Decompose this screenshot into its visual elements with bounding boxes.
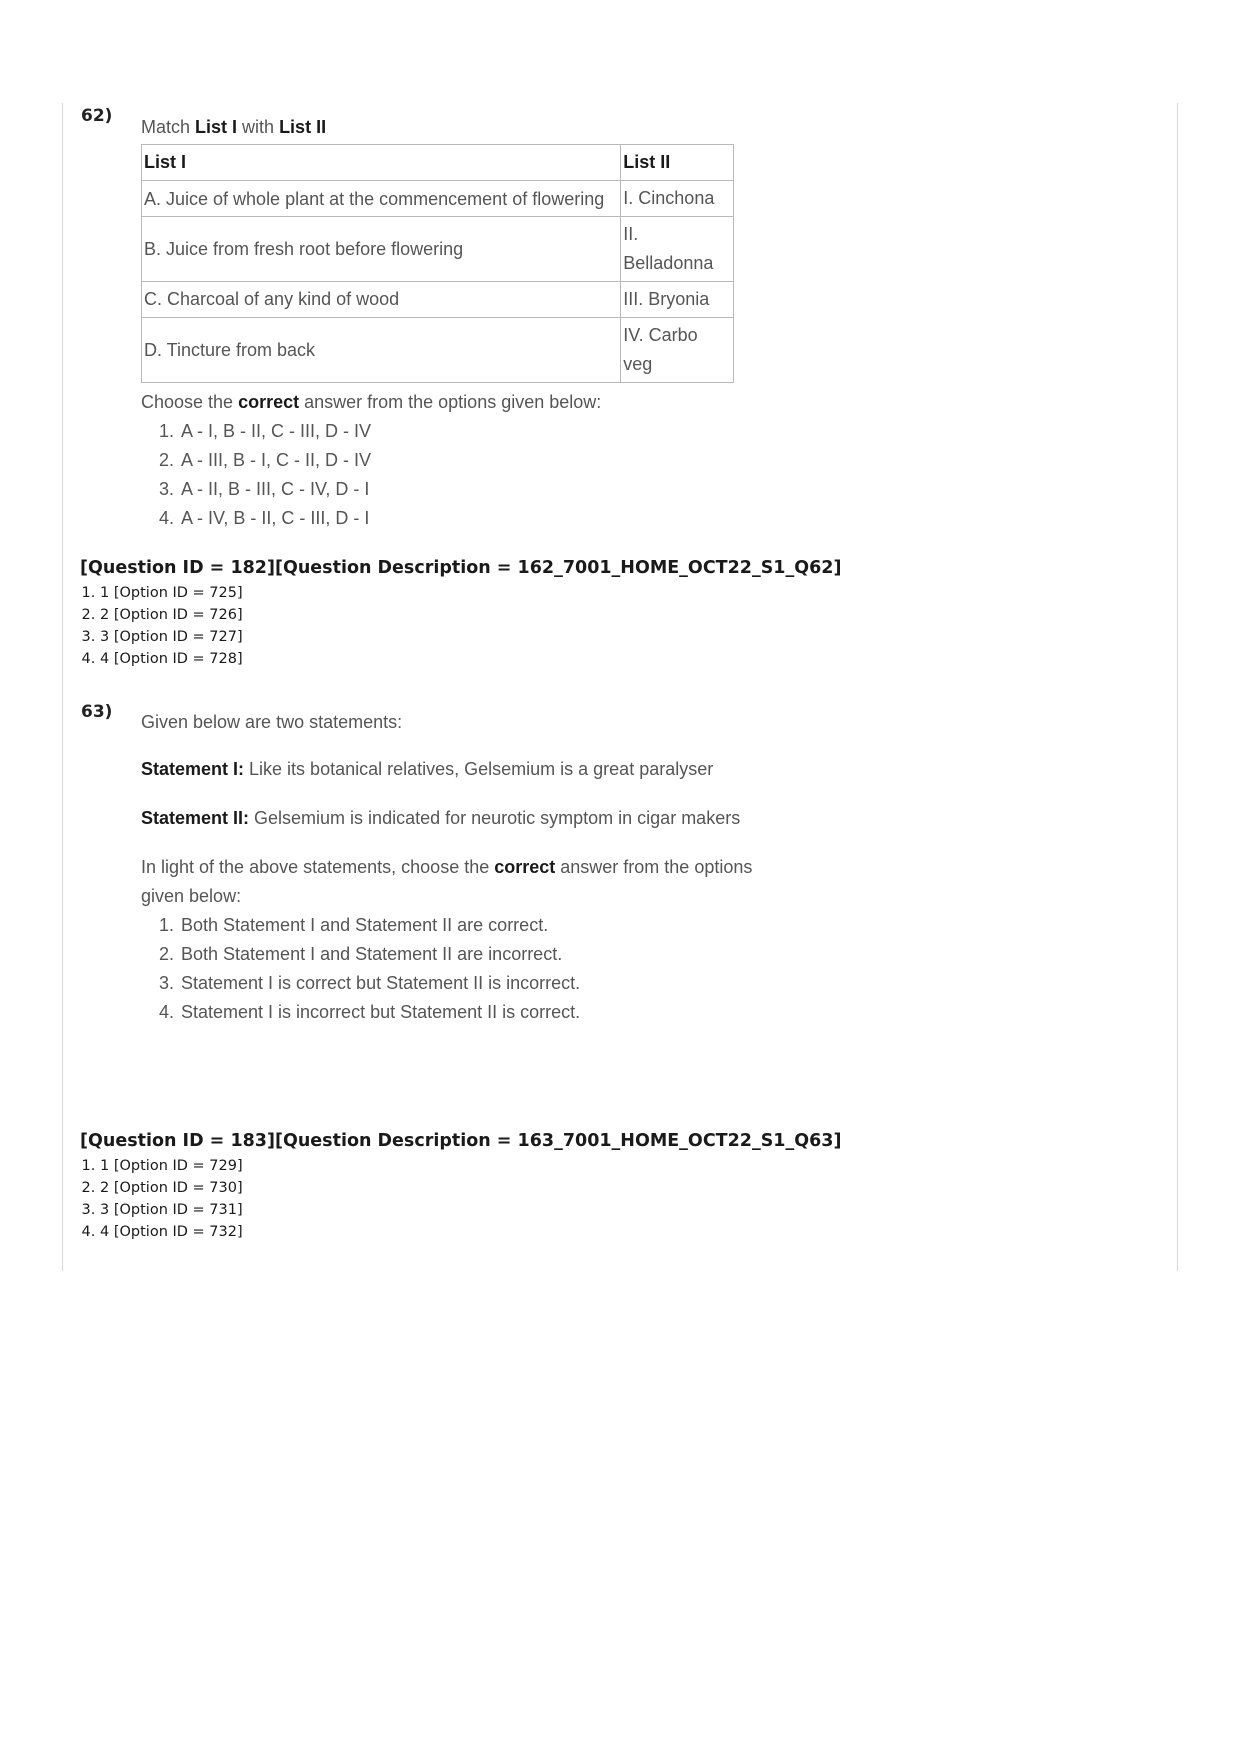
question-62-options: [141, 417, 761, 533]
question-62-intro: [141, 117, 761, 138]
match-table: [141, 144, 734, 383]
question-63-id-line: [Question ID = 183][Question Description = 163_7001_HOME_OCT22_S1_Q63]: [80, 1131, 842, 1151]
intro-list1: List I: [195, 117, 238, 137]
table-cell: II. Belladonna: [621, 217, 734, 282]
list-item: 4. 4 [Option ID = 732]: [100, 1221, 243, 1243]
table-cell: I. Cinchona: [621, 181, 734, 217]
list-item: 2. Both Statement I and Statement II are incorrect.: [179, 940, 781, 969]
choose-text: answer from the options given below:: [141, 857, 753, 906]
intro-text: with: [237, 117, 280, 137]
table-row: [142, 282, 734, 318]
table-cell: B. Juice from fresh root before flowering: [142, 217, 621, 282]
list-item: 2. A - III, B - I, C - II, D - IV: [179, 446, 761, 475]
list-item: 4. 4 [Option ID = 728]: [100, 648, 243, 670]
statement-2-text: Gelsemium is indicated for neurotic symptom in cigar makers: [249, 808, 741, 828]
question-63-intro: Given below are two statements:: [141, 712, 403, 732]
question-number: 62): [81, 106, 113, 126]
question-63-answer-options: [76, 1155, 243, 1243]
choose-text: Choose the: [141, 392, 239, 412]
table-cell: IV. Carbo veg: [621, 318, 734, 383]
statement-2: [141, 804, 741, 833]
question-63-body: [141, 709, 781, 1027]
list-item: 1. 1 [Option ID = 729]: [100, 1155, 243, 1177]
list-item: 3. A - II, B - III, C - IV, D - I: [179, 475, 761, 504]
table-row: [142, 181, 734, 217]
list-item: 4. A - IV, B - II, C - III, D - I: [179, 504, 761, 533]
question-62-id-line: [Question ID = 182][Question Description = 162_7001_HOME_OCT22_S1_Q62]: [80, 558, 842, 578]
table-row: [142, 217, 734, 282]
table-cell: A. Juice of whole plant at the commencement of flowering: [142, 181, 621, 217]
table-cell: D. Tincture from back: [142, 318, 621, 383]
list-item: 4. Statement I is incorrect but Statement II is correct.: [179, 998, 781, 1027]
statement-1-label: Statement I:: [141, 759, 245, 779]
table-header-cell: List II: [621, 145, 734, 181]
list-item: 3. 3 [Option ID = 731]: [100, 1199, 243, 1221]
list-item: 1. A - I, B - II, C - III, D - IV: [179, 417, 761, 446]
statement-1-text: Like its botanical relatives, Gelsemium is a great paralyser: [244, 759, 714, 779]
list-item: 3. Statement I is correct but Statement II is incorrect.: [179, 969, 781, 998]
statement-2-label: Statement II:: [141, 808, 250, 828]
question-63-options: [141, 911, 781, 1027]
list-item: 1. 1 [Option ID = 725]: [100, 582, 243, 604]
question-62-answer-options: [76, 582, 243, 670]
choose-text: In light of the above statements, choose the: [141, 857, 495, 877]
list-item: 2. 2 [Option ID = 730]: [100, 1177, 243, 1199]
statement-1: [141, 755, 781, 784]
choose-bold: correct: [494, 857, 556, 877]
table-header-cell: List I: [142, 145, 621, 181]
question-62-body: [141, 117, 761, 533]
table-header-row: [142, 145, 734, 181]
choose-bold: correct: [238, 392, 300, 412]
table-row: [142, 318, 734, 383]
list-item: 1. Both Statement I and Statement II are correct.: [179, 911, 781, 940]
intro-text: Match: [141, 117, 196, 137]
table-cell: III. Bryonia: [621, 282, 734, 318]
table-cell: C. Charcoal of any kind of wood: [142, 282, 621, 318]
intro-list2: List II: [279, 117, 327, 137]
list-item: 2. 2 [Option ID = 726]: [100, 604, 243, 626]
list-item: 3. 3 [Option ID = 727]: [100, 626, 243, 648]
question-62-choose: [141, 389, 761, 415]
question-63-choose: [141, 853, 756, 911]
question-number: 63): [81, 702, 113, 722]
choose-text: answer from the options given below:: [299, 392, 602, 412]
